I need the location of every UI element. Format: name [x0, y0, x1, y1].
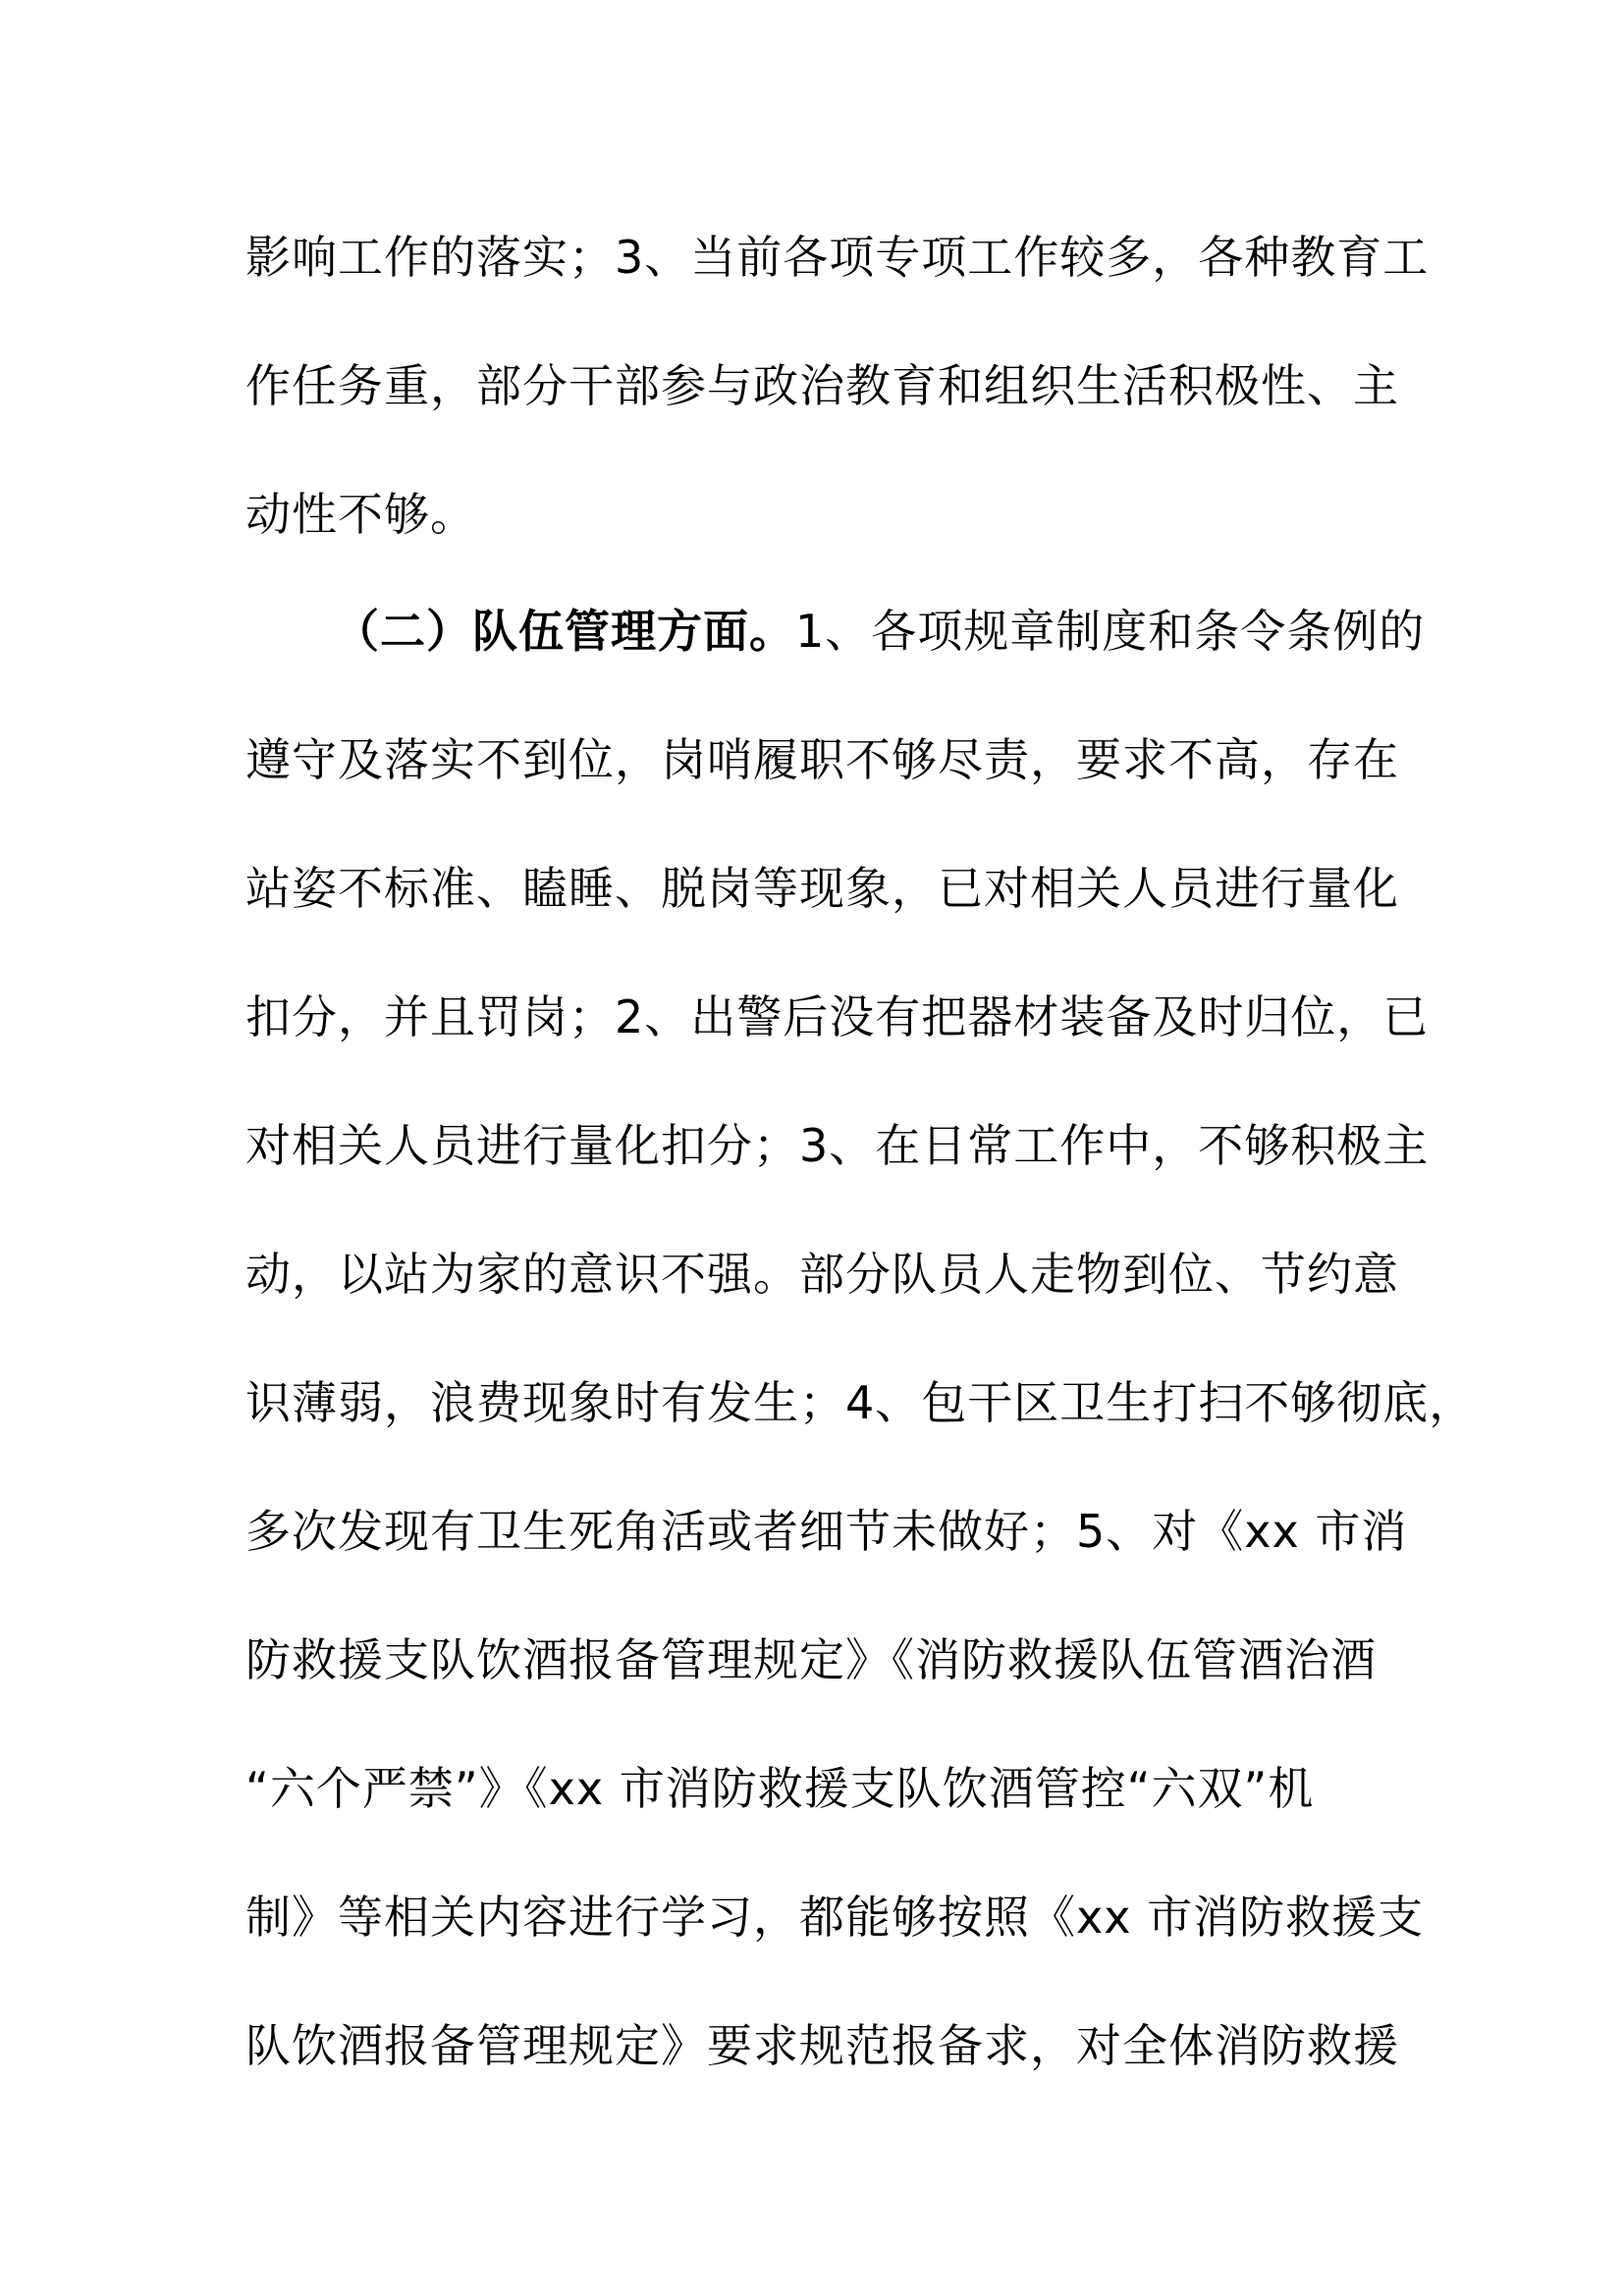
section-paragraph-first-line: [334, 602, 1426, 661]
paragraph-line: 队饮酒报备管理规定》要求规范报备求，对全体消防救援: [245, 2019, 1399, 2072]
paragraph-line: 对相关人员进行量化扣分；3、在日常工作中，不够积极主: [245, 1119, 1430, 1172]
paragraph-line: 遵守及落实不到位，岗哨履职不够尽责，要求不高，存在: [245, 733, 1399, 786]
paragraph-line: 扣分，并且罚岗；2、出警后没有把器材装备及时归位，已: [245, 990, 1430, 1043]
paragraph-line: 动性不够。: [245, 488, 476, 541]
paragraph-line: 站姿不标准、瞌睡、脱岗等现象，已对相关人员进行量化: [245, 862, 1399, 915]
paragraph-line: 多次发现有卫生死角活或者细节未做好；5、对《xx 市消: [245, 1505, 1408, 1558]
section-heading: （二）队伍管理方面。: [334, 605, 795, 658]
paragraph-line: 动，以站为家的意识不强。部分队员人走物到位、节约意: [245, 1248, 1399, 1301]
paragraph-line: 影响工作的落实；3、当前各项专项工作较多，各种教育工: [245, 231, 1430, 284]
paragraph-line: 识薄弱，浪费现象时有发生；4、包干区卫生打扫不够彻底，: [245, 1376, 1476, 1429]
paragraph-line: 防救援支队饮酒报备管理规定》《消防救援队伍管酒治酒: [245, 1633, 1377, 1686]
paragraph-line: 1、各项规章制度和条令条例的: [795, 605, 1426, 658]
paragraph-line: 作任务重，部分干部参与政治教育和组织生活积极性、主: [245, 359, 1399, 412]
paragraph-line: 制》等相关内容进行学习，都能够按照《xx 市消防救援支: [245, 1891, 1425, 1944]
paragraph-line: “六个严禁”》《xx 市消防救援支队饮酒管控“六双”机: [245, 1762, 1315, 1815]
